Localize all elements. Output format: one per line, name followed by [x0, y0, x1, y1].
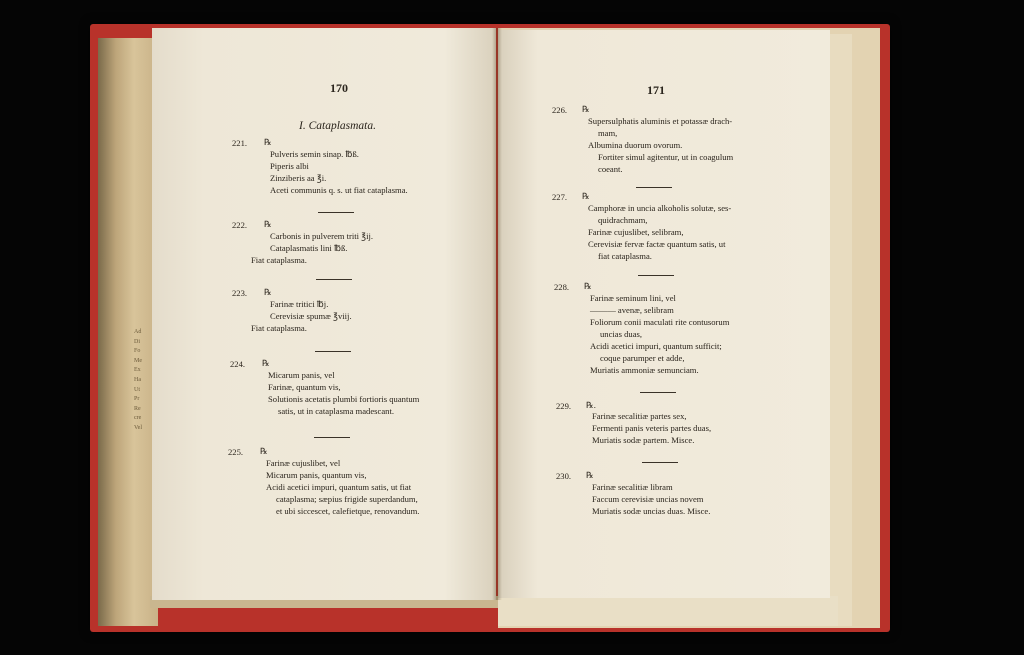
prescription-line: Acidi acetici impuri, quantum sufficit; — [590, 341, 722, 351]
prescription-line: Farinæ, quantum vis, — [268, 382, 341, 392]
prescription-line: Muriatis ammoniæ semunciam. — [590, 365, 699, 375]
prescription-line: Micarum panis, vel — [268, 370, 335, 380]
prescription-number: 225. — [228, 447, 244, 457]
prescription-line: Cerevisiæ spumæ ℥viij. — [270, 311, 352, 321]
recipe-symbol: ℞. — [586, 400, 596, 410]
prescription-line: Zinziberis aa ℥i. — [270, 173, 327, 183]
prescription-line: Fiat cataplasma. — [251, 323, 307, 333]
prescription-line: Farinæ cujuslibet, selibram, — [588, 227, 684, 237]
divider — [315, 351, 351, 352]
page-block-edge — [98, 38, 158, 626]
divider — [642, 462, 678, 463]
prescription-line: et ubi siccescet, calefietque, renovandum. — [276, 506, 420, 516]
recipe-symbol: ℞ — [582, 191, 590, 201]
prescription-line: satis, ut in cataplasma madescant. — [278, 406, 394, 416]
prescription-line: Supersulphatis aluminis et potassæ drach- — [588, 116, 733, 126]
recipe-symbol: ℞ — [584, 281, 592, 291]
divider — [640, 392, 676, 393]
prescription-line: Pulveris semin sinap. ℔ß. — [270, 149, 359, 159]
prescription-line: Farinæ cujuslibet, vel — [266, 458, 341, 468]
recipe-symbol: ℞ — [582, 104, 590, 114]
recipe-symbol: ℞ — [586, 470, 594, 480]
prescription-line: Fermenti panis veteris partes duas, — [592, 423, 712, 433]
prescription-line: Farinæ seminum lini, vel — [590, 293, 676, 303]
recipe-symbol: ℞ — [264, 219, 272, 229]
section-heading: I. Cataplasmata. — [299, 120, 376, 132]
prescription-line: Muriatis sodæ uncias duas. Misce. — [592, 506, 711, 516]
prescription-line: ——— avenæ, selibram — [590, 305, 674, 315]
prescription-number: 227. — [552, 192, 568, 202]
prescription-number: 224. — [230, 359, 246, 369]
book-gutter — [492, 28, 502, 600]
recipe-symbol: ℞ — [260, 446, 268, 456]
prescription-line: Farinæ tritici ℔j. — [270, 299, 329, 309]
prescription-line: coque parumper et adde, — [600, 353, 685, 363]
recipe-symbol: ℞ — [262, 358, 270, 368]
prescription-line: coeant. — [598, 164, 623, 174]
left-page[interactable] — [134, 28, 496, 600]
prescription-line: Piperis albi — [270, 161, 309, 171]
prescription-line: Carbonis in pulverem triti ℥ij. — [270, 231, 374, 241]
right-page[interactable] — [498, 30, 830, 598]
bleed-through-text: Ad Di Fo Me Ex Ha Ut Pr Re cre Vel — [134, 329, 142, 431]
divider — [638, 275, 674, 276]
prescription-line: Solutionis acetatis plumbi fortioris quantum — [268, 394, 420, 404]
recipe-symbol: ℞ — [264, 137, 272, 147]
divider — [318, 212, 354, 213]
prescription-line: quidrachmam, — [598, 215, 648, 225]
prescription-line: Albumina duorum ovorum. — [588, 140, 683, 150]
prescription-line: mam, — [598, 128, 618, 138]
prescription-line: Camphoræ in uncia alkoholis solutæ, ses- — [588, 203, 732, 213]
prescription-line: uncias duas, — [600, 329, 643, 339]
prescription-line: Cerevisiæ fervæ factæ quantum satis, ut — [588, 239, 726, 249]
prescription-number: 226. — [552, 105, 568, 115]
right-bottom-edge — [498, 596, 838, 626]
recipe-symbol: ℞ — [264, 287, 272, 297]
prescription-line: Acidi acetici impuri, quantum satis, ut fiat — [266, 482, 412, 492]
page-number: 170 — [330, 81, 348, 95]
prescription-line: Foliorum conii maculati rite contusorum — [590, 317, 730, 327]
prescription-line: Fortiter simul agitentur, ut in coagulum — [598, 152, 734, 162]
prescription-line: Aceti communis q. s. ut fiat cataplasma. — [270, 185, 408, 195]
prescription-line: Muriatis sodæ partem. Misce. — [592, 435, 695, 445]
right-leaf-edge — [830, 34, 852, 626]
divider — [636, 187, 672, 188]
prescription-number: 230. — [556, 471, 572, 481]
prescription-line: Farinæ secalitiæ libram — [592, 482, 673, 492]
prescription-number: 223. — [232, 288, 248, 298]
divider — [316, 279, 352, 280]
prescription-line: Cataplasmatis lini ℔ß. — [270, 243, 348, 253]
prescription-line: Farinæ secalitiæ partes sex, — [592, 411, 687, 421]
prescription-line: Faccum cerevisiæ uncias novem — [592, 494, 704, 504]
divider — [314, 437, 350, 438]
page-number: 171 — [647, 83, 665, 97]
prescription-line: fiat cataplasma. — [598, 251, 652, 261]
prescription-number: 229. — [556, 401, 572, 411]
prescription-line: Micarum panis, quantum vis, — [266, 470, 367, 480]
prescription-line: Fiat cataplasma. — [251, 255, 307, 265]
prescription-number: 221. — [232, 138, 248, 148]
prescription-number: 222. — [232, 220, 248, 230]
prescription-number: 228. — [554, 282, 570, 292]
prescription-line: cataplasma; sæpius frigide superdandum, — [276, 494, 418, 504]
